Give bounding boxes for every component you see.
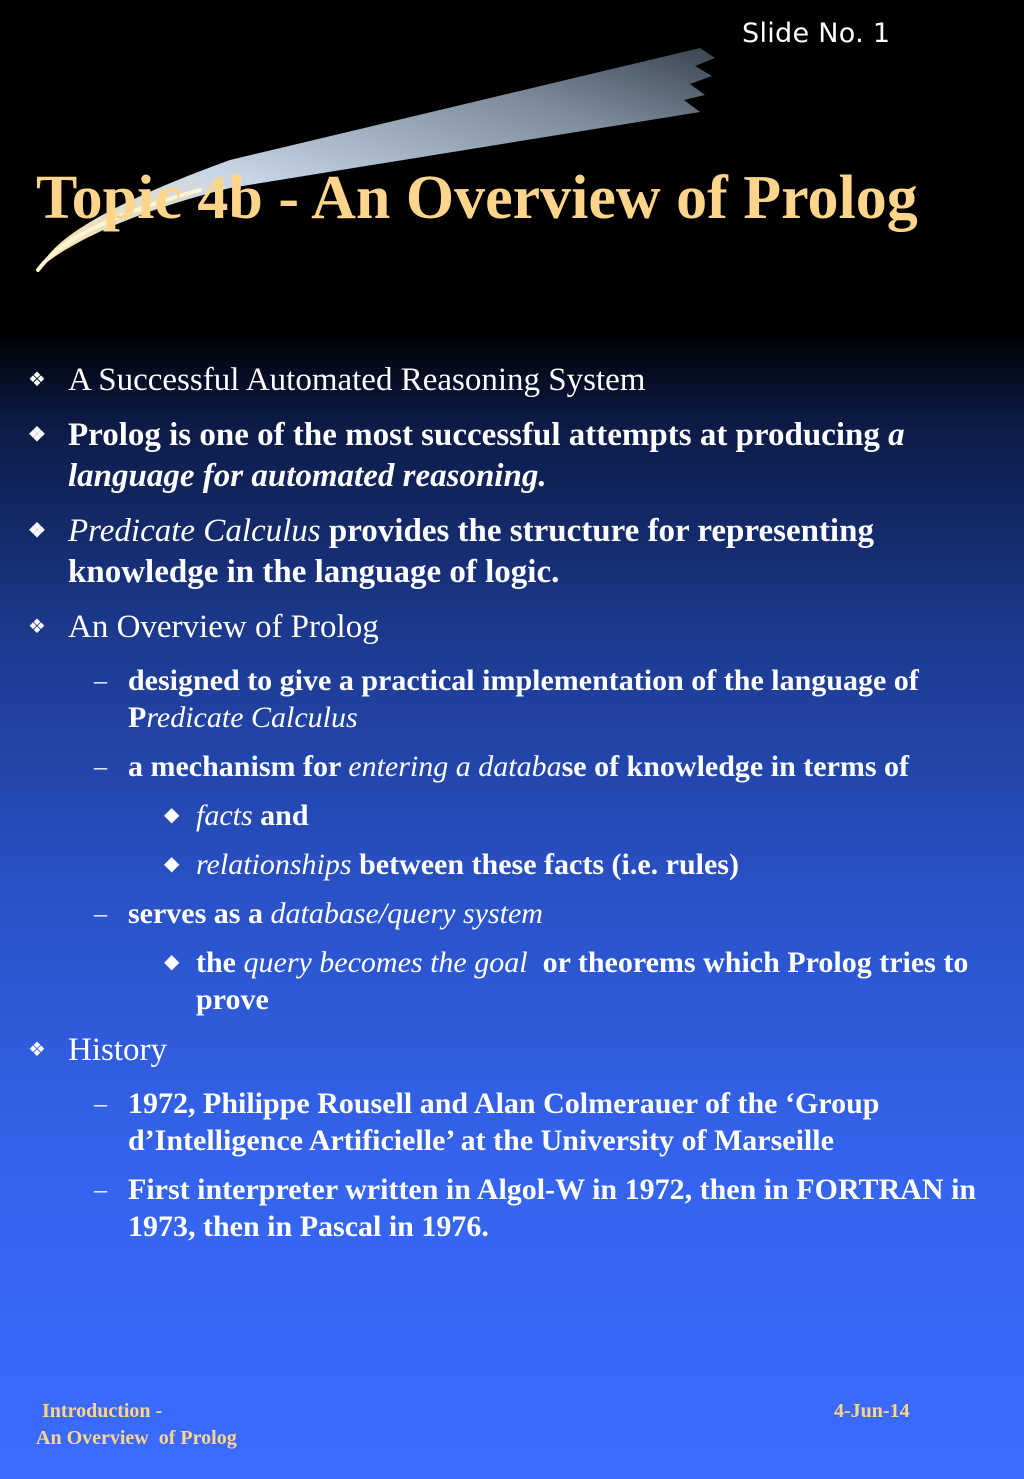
dash-bullet-icon: – — [94, 752, 107, 781]
sub-bullet-item — [0, 895, 1024, 932]
bullet-item — [0, 415, 1024, 497]
bullet-item — [0, 360, 1024, 401]
bullet-text: serves as a — [128, 897, 271, 930]
diamond-bullet-icon: ◆ — [164, 951, 180, 973]
bullet-text: A Successful Automated Reasoning System — [68, 362, 646, 398]
bullet-text: provides the structure for representing knowledge in the language of logic. — [68, 513, 874, 590]
bullet-text: or theorems which Prolog tries to prove — [196, 946, 976, 1016]
bullet-text: History — [68, 1032, 167, 1068]
bullet-text: First interpreter written in Algol-W in 1972, then in FORTRAN in 1973, then in Pascal in 1976. — [128, 1173, 977, 1243]
comet-graphic — [0, 0, 760, 300]
bullet-text: the — [196, 946, 244, 979]
diamond-bullet-icon: ◆ — [164, 804, 180, 826]
dash-bullet-icon: – — [94, 666, 107, 695]
four-diamond-bullet-icon: ❖ — [28, 369, 46, 391]
bullet-item — [0, 1030, 1024, 1071]
bullet-text: between these facts (i.e. rules) — [351, 848, 739, 881]
bullet-item — [0, 607, 1024, 648]
slide-title: Topic 4b - An Overview of Prolog — [36, 164, 918, 232]
four-diamond-bullet-icon: ❖ — [28, 520, 46, 542]
diamond-bullet-icon: ◆ — [164, 853, 180, 875]
bullet-emphasis: redicate Calculus — [146, 701, 358, 734]
bullet-text: designed to give a practical implementation of the language of P — [128, 664, 919, 734]
sub-bullet-item — [0, 1171, 1024, 1245]
sub-sub-bullet-item — [0, 846, 1024, 883]
bullet-item — [0, 511, 1024, 593]
bullet-emphasis: facts — [196, 799, 253, 832]
bullet-text: and — [252, 799, 309, 832]
bullet-text: An Overview of Prolog — [68, 609, 379, 645]
bullet-text: Prolog is one of the most successful attempts at producing — [68, 417, 889, 453]
bullet-emphasis: database/query system — [270, 897, 543, 930]
bullet-emphasis: Predicate Calculus — [68, 513, 321, 549]
dash-bullet-icon: – — [94, 1089, 107, 1118]
bullet-emphasis: entering a databa — [348, 750, 562, 783]
four-diamond-bullet-icon: ❖ — [28, 616, 46, 638]
dash-bullet-icon: – — [94, 899, 107, 928]
bullet-text: 1972, Philippe Rousell and Alan Colmerauer of the ‘Group d’Intelligence Artificielle’ at the University of Marseille — [128, 1087, 880, 1157]
bullet-text: se of knowledge in terms of — [561, 750, 910, 783]
dash-bullet-icon: – — [94, 1175, 107, 1204]
bullet-text: a mechanism for — [128, 750, 349, 783]
footer-date: 4-Jun-14 — [834, 1400, 910, 1422]
sub-bullet-item — [0, 748, 1024, 785]
slide-body — [0, 360, 1024, 1257]
bullet-emphasis: relationships — [196, 848, 352, 881]
four-diamond-bullet-icon: ❖ — [28, 424, 46, 446]
footer-course-title — [36, 1398, 237, 1452]
bullet-emphasis: query becomes the goal — [243, 946, 528, 979]
sub-bullet-item — [0, 1085, 1024, 1159]
sub-sub-bullet-item — [0, 797, 1024, 834]
sub-sub-bullet-item — [0, 944, 1024, 1018]
sub-bullet-item — [0, 662, 1024, 736]
bullet-emphasis: a language for automated reasoning. — [68, 417, 905, 494]
footer-line: An Overview of Prolog — [36, 1427, 237, 1449]
footer-line: Introduction - — [42, 1400, 163, 1422]
four-diamond-bullet-icon: ❖ — [28, 1039, 46, 1061]
slide-number: Slide No. 1 — [742, 18, 891, 49]
